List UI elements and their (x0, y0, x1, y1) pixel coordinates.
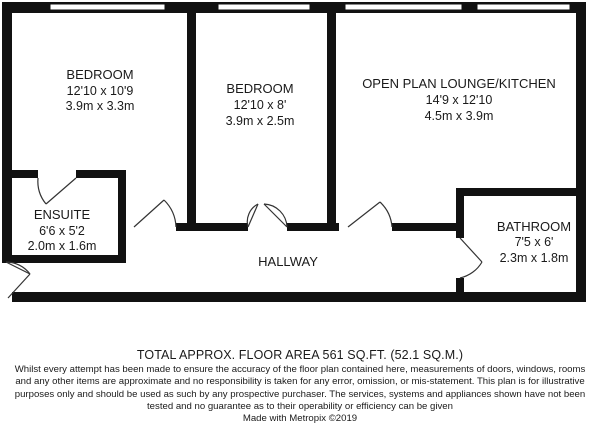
hallway-name: HALLWAY (258, 254, 318, 269)
door-bedroom-1 (134, 200, 176, 227)
wall-right (576, 2, 586, 302)
bedroom2-imperial: 12'10 x 8' (233, 98, 287, 112)
wall-ensuite-bottom (2, 255, 126, 263)
wall-ensuite-top-left (2, 170, 38, 178)
window-lounge-2 (477, 4, 570, 10)
window-bedroom-1 (50, 4, 165, 10)
wall-hall-upper-3 (392, 223, 456, 231)
ensuite-imperial: 6'6 x 5'2 (39, 224, 85, 238)
plan-footer (0, 348, 600, 425)
wall-bathroom-left-upper (456, 188, 464, 238)
ensuite-metric: 2.0m x 1.6m (27, 239, 97, 253)
door-bedroom-2 (247, 204, 287, 227)
window-bedroom-2 (218, 4, 310, 10)
lounge-imperial: 14'9 x 12'10 (425, 93, 493, 107)
bathroom-name: BATHROOM (496, 219, 572, 234)
door-lounge (348, 202, 392, 227)
credit-text: Made with Metropix ©2019 (242, 413, 358, 425)
total-floor-area: TOTAL APPROX. FLOOR AREA 561 SQ.FT. (52.1 SQ.M.) (136, 348, 464, 362)
lounge-metric: 4.5m x 3.9m (424, 109, 494, 123)
wall-bedroom-divider (187, 2, 196, 227)
wall-lounge-divider (327, 2, 336, 227)
door-ensuite (38, 178, 76, 204)
bathroom-metric: 2.3m x 1.8m (499, 251, 569, 265)
wall-hall-upper-2 (287, 223, 339, 231)
bedroom2-name: BEDROOM (226, 81, 294, 96)
wall-bottom (12, 292, 586, 302)
window-lounge-1 (345, 4, 462, 10)
wall-hall-upper-1 (176, 223, 248, 231)
wall-ensuite-right (118, 170, 126, 262)
bathroom-imperial: 7'5 x 6' (514, 235, 554, 249)
wall-bathroom-left-lower (456, 278, 464, 302)
wall-left (2, 2, 12, 260)
bedroom1-name: BEDROOM (66, 67, 134, 82)
door-bathroom (460, 238, 482, 278)
lounge-name: OPEN PLAN LOUNGE/KITCHEN (362, 76, 556, 91)
ensuite-name: ENSUITE (33, 207, 91, 222)
wall-bathroom-top (456, 188, 586, 196)
bedroom2-metric: 3.9m x 2.5m (225, 114, 295, 128)
bedroom1-imperial: 12'10 x 10'9 (66, 84, 134, 98)
disclaimer-text: Whilst every attempt has been made to ensure the accuracy of the floor plan contained here, measurements of doors, windows, rooms and any other items are approximate and no responsibility is taken for any error, omission, or mis-statement. This plan is for illustrative purposes only and should be used as such by any prospective purchaser. The services, systems and appliances shown have not been tested and no guarantee as to their operability or efficiency can be given (14, 364, 586, 412)
bedroom1-metric: 3.9m x 3.3m (65, 99, 135, 113)
